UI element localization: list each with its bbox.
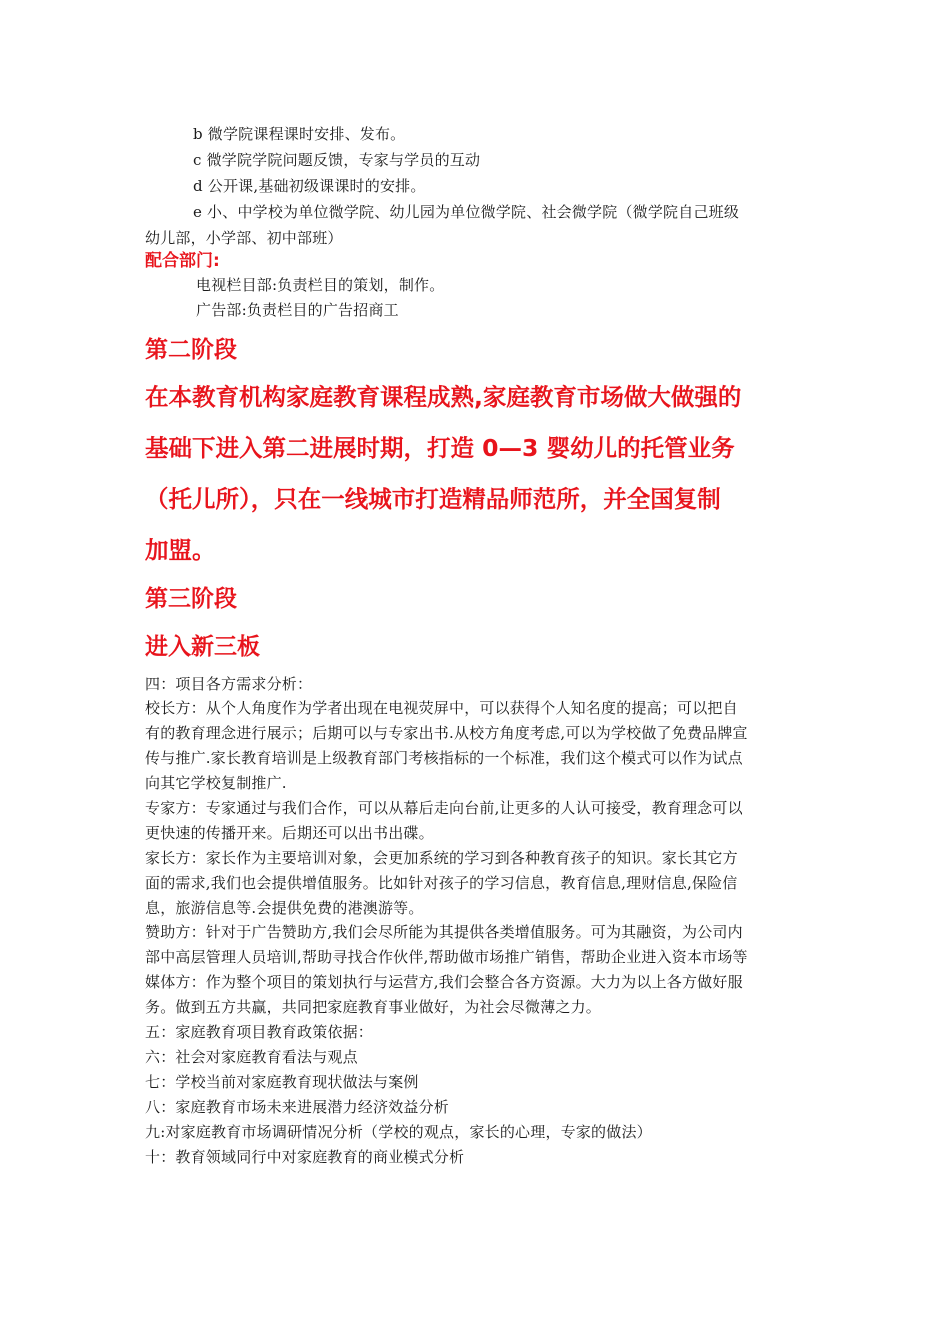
section-heading: 八：家庭教育市场未来进展潜力经济效益分析 xyxy=(145,1098,450,1116)
list-item-b: b 微学院课程课时安排、发布。 xyxy=(193,125,406,143)
body-line: 专家方：专家通过与我们合作，可以从幕后走向台前,让更多的人认可接受，教育理念可以 xyxy=(145,799,743,817)
body-line: 校长方：从个人角度作为学者出现在电视荧屏中，可以获得个人知名度的提高；可以把自 xyxy=(145,699,738,717)
dept-item-ads: 广告部:负责栏目的广告招商工 xyxy=(196,301,399,319)
section-heading: 六：社会对家庭教育看法与观点 xyxy=(145,1048,358,1066)
body-line: 赞助方：针对于广告赞助方,我们会尽所能为其提供各类增值服务。可为其融资，为公司内 xyxy=(145,923,743,941)
stage2-title: 第二阶段 xyxy=(145,337,237,363)
list-item-c: c 微学院学院问题反馈，专家与学员的互动 xyxy=(193,151,481,169)
body-line: 更快速的传播开来。后期还可以出书出碟。 xyxy=(145,824,434,842)
section-heading: 九:对家庭教育市场调研情况分析（学校的观点，家长的心理，专家的做法） xyxy=(145,1123,652,1141)
stage3-subtitle: 进入新三板 xyxy=(145,634,260,660)
list-item-d: d 公开课,基础初级课课时的安排。 xyxy=(193,177,426,195)
stage2-line: 加盟。 xyxy=(145,536,216,564)
dept-item-tv: 电视栏目部:负责栏目的策划，制作。 xyxy=(196,276,445,294)
section-heading: 七：学校当前对家庭教育现状做法与案例 xyxy=(145,1073,419,1091)
body-line: 媒体方：作为整个项目的策划执行与运营方,我们会整合各方资源。大力为以上各方做好服 xyxy=(145,973,743,991)
dept-heading: 配合部门: xyxy=(145,251,220,271)
list-item-e-continued: 幼儿部，小学部、初中部班） xyxy=(145,229,343,247)
body-line: 部中高层管理人员培训,帮助寻找合作伙伴,帮助做市场推广销售，帮助企业进入资本市场等 xyxy=(145,948,748,966)
section-four-heading: 四：项目各方需求分析： xyxy=(145,675,313,693)
stage3-title: 第三阶段 xyxy=(145,586,237,612)
stage2-line: （托儿所），只在一线城市打造精品师范所，并全国复制 xyxy=(145,485,721,513)
body-line: 面的需求,我们也会提供增值服务。比如针对孩子的学习信息，教育信息,理财信息,保险信 xyxy=(145,874,738,892)
body-line: 家长方：家长作为主要培训对象，会更加系统的学习到各种教育孩子的知识。家长其它方 xyxy=(145,849,738,867)
body-line: 息，旅游信息等.会提供免费的港澳游等。 xyxy=(145,899,424,917)
stage2-line: 基础下进入第二进展时期，打造 0—3 婴幼儿的托管业务 xyxy=(145,434,735,462)
body-line: 传与推广.家长教育培训是上级教育部门考核指标的一个标准，我们这个模式可以作为试点 xyxy=(145,749,743,767)
section-heading: 十：教育领域同行中对家庭教育的商业模式分析 xyxy=(145,1148,465,1166)
body-line: 向其它学校复制推广. xyxy=(145,774,287,792)
body-line: 务。做到五方共赢，共同把家庭教育事业做好，为社会尽微薄之力。 xyxy=(145,998,602,1016)
list-item-e: e 小、中学校为单位微学院、幼儿园为单位微学院、社会微学院（微学院自己班级 xyxy=(193,203,740,221)
stage2-line: 在本教育机构家庭教育课程成熟,家庭教育市场做大做强的 xyxy=(145,383,742,411)
section-heading: 五：家庭教育项目教育政策依据： xyxy=(145,1023,374,1041)
body-line: 有的教育理念进行展示；后期可以与专家出书.从校方角度考虑,可以为学校做了免费品牌宣 xyxy=(145,724,748,742)
